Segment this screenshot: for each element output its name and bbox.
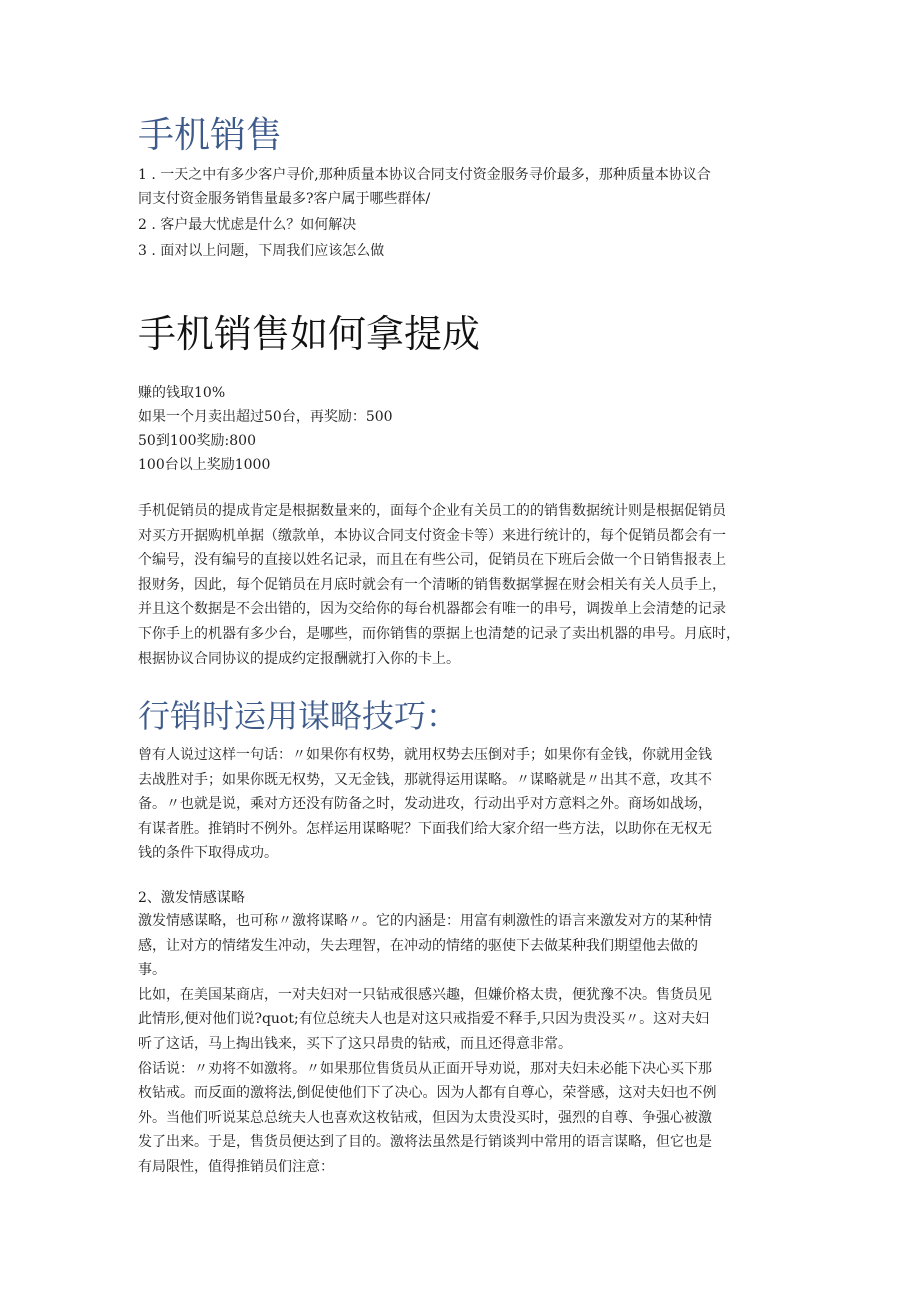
subheading: 2、激发情感谋略 bbox=[138, 890, 245, 906]
rule-line: 50到100奖励:800 bbox=[138, 433, 256, 449]
paragraph-line: 俗话说：〃劝将不如激将。〃如果那位售货员从正面开导劝说，那对夫妇未必能下决心买下那 bbox=[138, 1060, 712, 1077]
paragraph-line: 感，让对方的情绪发生冲动，失去理智，在冲动的情绪的驱使下去做某种我们期望他去做的 bbox=[138, 937, 698, 954]
paragraph-line: 钱的条件下取得成功。 bbox=[138, 845, 278, 862]
paragraph-line: 个编号，没有编号的直接以姓名记录，而且在有些公司，促销员在下班后会做一个日销售报表上 bbox=[138, 552, 726, 569]
rule-line: 如果一个月卖出超过50台，再奖励：500 bbox=[138, 409, 393, 425]
paragraph-line: 激发情感谋略，也可称〃激将谋略〃。它的内涵是：用富有刺激性的语言来激发对方的某种情 bbox=[138, 913, 712, 929]
paragraph-line: 事。 bbox=[138, 962, 166, 979]
section2-title: 手机销售如何拿提成 bbox=[138, 312, 481, 356]
paragraph-line: 枚钻戒。而反面的激将法,倒促使他们下了决心。因为人都有自尊心，荣誉感，这对夫妇也不例 bbox=[138, 1085, 717, 1102]
list-item: 1 . 一天之中有多少客户寻价,那种质量本协议合同支付资金服务寻价最多，那种质量本协议合 bbox=[138, 167, 711, 183]
paragraph-line: 曾有人说过这样一句话：〃如果你有权势，就用权势去压倒对手；如果你有金钱，你就用金钱 bbox=[138, 747, 712, 763]
paragraph-line: 比如，在美国某商店，一对夫妇对一只钻戒很感兴趣，但嫌价格太贵，便犹豫不决。售货员见 bbox=[138, 986, 712, 1003]
section3-title: 行销时运用谋略技巧： bbox=[138, 697, 459, 735]
rule-line: 赚的钱取10% bbox=[138, 385, 226, 401]
list-item: 3 . 面对以上问题，下周我们应该怎么做 bbox=[138, 243, 385, 259]
paragraph-line: 有谋者胜。推销时不例外。怎样运用谋略呢？下面我们给大家介绍一些方法，以助你在无权无 bbox=[138, 820, 712, 837]
section1-title: 手机销售 bbox=[138, 115, 283, 156]
commission-paragraph bbox=[138, 499, 740, 671]
section1-list bbox=[138, 163, 711, 263]
paragraph-line: 报财务，因此，每个促销员在月底时就会有一个清晰的销售数据掌握在财会相关有关人员手上， bbox=[138, 576, 726, 593]
commission-rules bbox=[138, 381, 393, 477]
paragraph-line: 听了这话，马上掏出钱来，买下了这只昂贵的钻戒，而且还得意非常。 bbox=[138, 1035, 572, 1052]
list-item: 2 . 客户最大忧虑是什么？如何解决 bbox=[138, 217, 357, 233]
paragraph-line: 发了出来。于是，售货员便达到了目的。激将法虽然是行销谈判中常用的语言谋略，但它也是 bbox=[138, 1134, 712, 1151]
paragraph-line: 有局限性，值得推销员们注意： bbox=[138, 1158, 334, 1175]
paragraph-line: 根据协议合同协议的提成约定报酬就打入你的卡上。 bbox=[138, 650, 460, 667]
strategy-intro bbox=[138, 743, 712, 866]
paragraph-line: 备。〃也就是说，乘对方还没有防备之时，发动进攻，行动出乎对方意料之外。商场如战场， bbox=[138, 796, 712, 813]
rule-line: 100台以上奖励1000 bbox=[138, 457, 271, 473]
strategy-definition bbox=[138, 909, 716, 1180]
paragraph-line: 手机促销员的提成肯定是根据数量来的，面每个企业有关员工的的销售数据统计则是根据促销员 bbox=[138, 503, 726, 519]
paragraph-line: 外。当他们听说某总总统夫人也喜欢这枚钻戒，但因为太贵没买时，强烈的自尊、争强心被激 bbox=[138, 1109, 712, 1126]
paragraph-line: 此情形,便对他们说?quot;有位总统夫人也是对这只戒指爱不释手,只因为贵没买〃。这对夫妇 bbox=[138, 1011, 710, 1028]
paragraph-line: 并且这个数据是不会出错的，因为交给你的每台机器都会有唯一的串号，调拨单上会清楚的记录 bbox=[138, 601, 726, 618]
paragraph-line: 对买方开据购机单据（缴款单，本协议合同支付资金卡等）来进行统计的，每个促销员都会有一 bbox=[138, 527, 726, 544]
paragraph-line: 去战胜对手；如果你既无权势，又无金钱，那就得运用谋略。〃谋略就是〃出其不意，攻其不 bbox=[138, 771, 712, 788]
paragraph-line: 下你手上的机器有多少台，是哪些，而你销售的票据上也清楚的记录了卖出机器的串号。月底时， bbox=[138, 625, 740, 642]
list-item: 同支付资金服务销售量最多?客户属于哪些群体/ bbox=[138, 191, 431, 207]
